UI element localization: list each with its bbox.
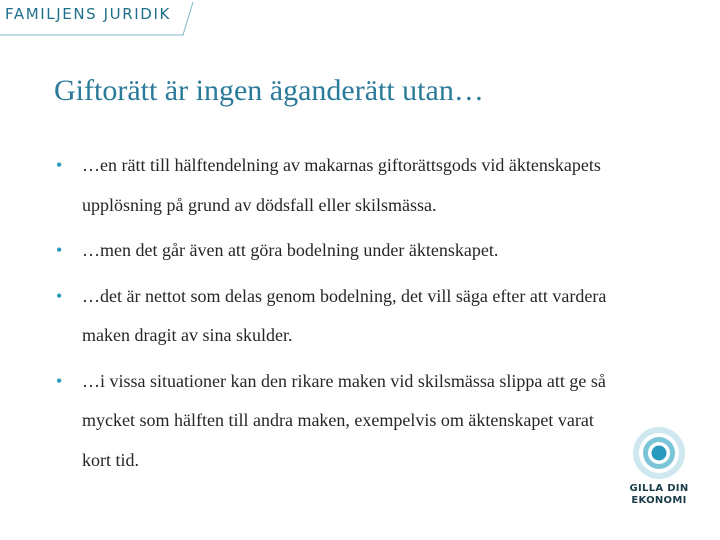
logo-text-line2: EKONOMI: [631, 495, 687, 506]
bullet-text: …men det går även att göra bodelning under äktenskapet.: [82, 240, 499, 260]
brand-label: FAMILJENS JURIDIK: [5, 5, 171, 23]
bullet-text: …det är nettot som delas genom bodelning, det vill säga efter att vardera maken dragit av sina skulder.: [82, 285, 607, 345]
bullet-item: [56, 146, 616, 225]
bullet-text: …en rätt till hälftendelning av makarnas giftorättsgods vid äktenskapets upplösning på grund av dödsfall eller skilsmässa.: [82, 155, 601, 215]
bullet-icon: •: [56, 240, 63, 260]
bullet-list: [56, 146, 616, 486]
header-divider: [0, 0, 200, 42]
bullet-icon: •: [56, 155, 63, 175]
bullet-item: [56, 362, 616, 481]
target-rings-icon: [626, 426, 692, 482]
bullet-icon: •: [56, 370, 63, 391]
bullet-text: …i vissa situationer kan den rikare maken vid skilsmässa slippa att ge så mycket som hälften till andra maken, exempelvis om äktenskapet varat kort tid.: [82, 370, 606, 470]
bullet-icon: •: [56, 285, 63, 306]
gilla-din-ekonomi-logo: [626, 426, 692, 512]
logo-text-line1: GILLA DIN: [629, 483, 689, 494]
bullet-item: [56, 277, 616, 356]
slide-title: Giftorätt är ingen äganderätt utan…: [54, 74, 484, 107]
bullet-item: [56, 231, 616, 271]
